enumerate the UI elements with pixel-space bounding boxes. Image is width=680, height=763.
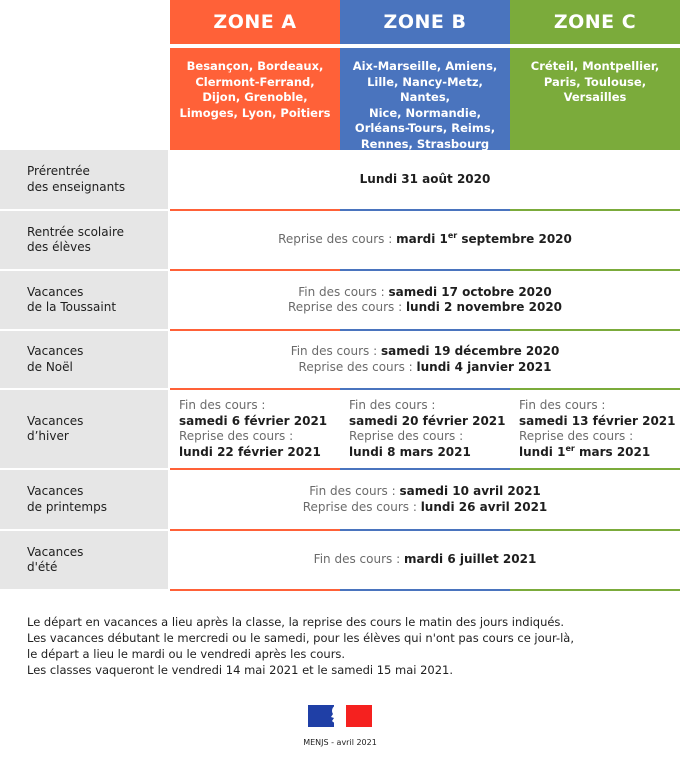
zone-a-hiver-cell [170,390,340,468]
reprise-date [349,445,510,461]
fin-date: samedi 13 février 2021 [519,413,676,428]
row-content [170,470,680,529]
city-line: Nice, Normandie, [368,105,482,120]
row-content [170,211,680,269]
city-line: Créteil, Montpellier, [530,59,660,73]
reprise-date: lundi 26 avril 2021 [420,499,548,514]
city-line: Aix-Marseille, Amiens, [352,59,498,73]
flag-white [334,705,346,727]
row-rentree-scolaire [0,211,680,269]
reprise-label: Reprise des cours : [302,499,421,514]
reprise-label: Reprise des cours : [287,300,406,314]
date-part: mars 2021 [574,444,651,459]
note-line: Les vacances débutant le mercredi ou le samedi, pour les élèves qui n'ont pas cours ce jour-là, [27,631,574,645]
row-label [0,470,168,529]
reprise-label: Reprise des cours : [179,429,294,443]
row-content [170,531,680,589]
zone-a-cities [170,48,340,121]
zone-b-header [340,0,510,150]
label-line: Prérentrée [27,164,90,178]
fin-line [291,344,560,360]
zone-c-cities [510,48,680,106]
fin-date: samedi 6 février 2021 [179,413,328,428]
label-line: des enseignants [27,179,126,194]
row-label [0,531,168,589]
flag-red [346,705,372,727]
row-noel [0,331,680,388]
city-line: Paris, Toulouse, [543,74,647,89]
fin-label: Fin des cours : [309,484,400,498]
date-part: septembre 2020 [457,232,572,247]
zone-a-header [170,0,340,150]
date-part: lundi 8 mars 2021 [349,444,471,459]
zone-c-header [510,0,680,150]
label-line: d’hiver [27,429,69,443]
zone-divider [170,589,680,591]
reprise-line [303,500,548,516]
reprise-date [396,232,572,246]
label-line: Rentrée scolaire [27,224,125,239]
date-part: lundi 1 [519,444,566,459]
zone-c-hiver-cell [510,390,680,468]
fin-label: Fin des cours : [290,344,381,358]
city-line: Rennes, Strasbourg [360,136,490,151]
footer-text: MENJS - avril 2021 [303,738,377,747]
fin-date: samedi 17 octobre 2020 [388,284,552,299]
notes [27,614,574,678]
zone-a-title: ZONE A [213,11,297,33]
row-label [0,211,168,269]
row-toussaint [0,271,680,329]
ordinal-suffix: er [447,231,458,241]
reprise-label: Reprise des cours : [298,359,417,374]
fin-label: Fin des cours : [179,398,266,412]
reprise-date [179,445,340,461]
row-content [170,331,680,388]
label-line: de la Toussaint [27,300,117,314]
row-label [0,390,168,468]
label-line: de printemps [27,499,107,514]
fin-date: samedi 19 décembre 2020 [380,344,560,358]
row-ete [0,531,680,589]
label-line: Vacances [27,413,84,428]
row-label [0,150,168,209]
row-printemps [0,470,680,529]
reprise-line [299,360,552,376]
ordinal-suffix: er [565,443,575,453]
zone-c-title: ZONE C [553,11,637,33]
label-line: Vacances [27,544,84,559]
fin-date: mardi 6 juillet 2021 [403,552,537,567]
label-line: d'été [27,560,58,574]
row-hiver [0,390,680,468]
label-line: Vacances [27,344,84,358]
label-line: des élèves [27,240,91,254]
label-line: Vacances [27,284,84,299]
city-line: Clermont-Ferrand, [195,74,315,89]
date-part: lundi 22 février 2021 [179,444,321,459]
city-line: Besançon, Bordeaux, [186,59,324,73]
note-line: le départ a lieu le mardi ou le vendredi après les cours. [27,647,346,661]
marianne-logo-icon [308,705,372,727]
reprise-date: lundi 2 novembre 2020 [405,300,563,314]
fin-label: Fin des cours : [313,552,404,567]
reprise-label: Reprise des cours : [349,429,464,443]
fin-label: Fin des cours : [298,284,389,299]
date-value: Lundi 31 août 2020 [359,171,491,186]
fin-label: Fin des cours : [519,398,606,412]
fin-label: Fin des cours : [349,398,436,412]
note-line: Les classes vaqueront le vendredi 14 mai 2021 et le samedi 15 mai 2021. [27,663,454,677]
reprise-date: lundi 4 janvier 2021 [416,359,552,374]
row-label [0,271,168,329]
fin-line [298,285,551,301]
fin-line [314,552,537,568]
row-content [170,271,680,329]
city-line: Orléans-Tours, Reims, [354,121,496,135]
label-line: Vacances [27,484,84,498]
fin-date: samedi 20 février 2021 [349,413,506,428]
zone-b-title: ZONE B [383,11,467,33]
city-line: Lille, Nancy-Metz, Nantes, [367,74,483,104]
row-content [170,150,680,209]
zone-b-hiver-cell [340,390,510,468]
reprise-label: Reprise des cours : [278,232,397,247]
city-line: Versailles [563,90,627,104]
reprise-line [288,300,562,316]
reprise-date [519,445,680,461]
note-line: Le départ en vacances a lieu après la classe, la reprise des cours le matin des jours indiqués. [27,615,565,629]
reprise-label: Reprise des cours : [519,429,634,443]
fin-date: samedi 10 avril 2021 [399,484,541,498]
row-prerentree [0,150,680,209]
reprise-line [278,232,572,248]
fin-line [309,484,541,500]
label-line: de Noël [27,359,73,374]
row-content-split [170,390,680,468]
zone-b-cities [340,48,510,152]
date-part: mardi 1 [396,232,448,247]
city-line: Dijon, Grenoble, [202,90,308,104]
row-label [0,331,168,388]
city-line: Limoges, Lyon, Poitiers [179,105,331,120]
